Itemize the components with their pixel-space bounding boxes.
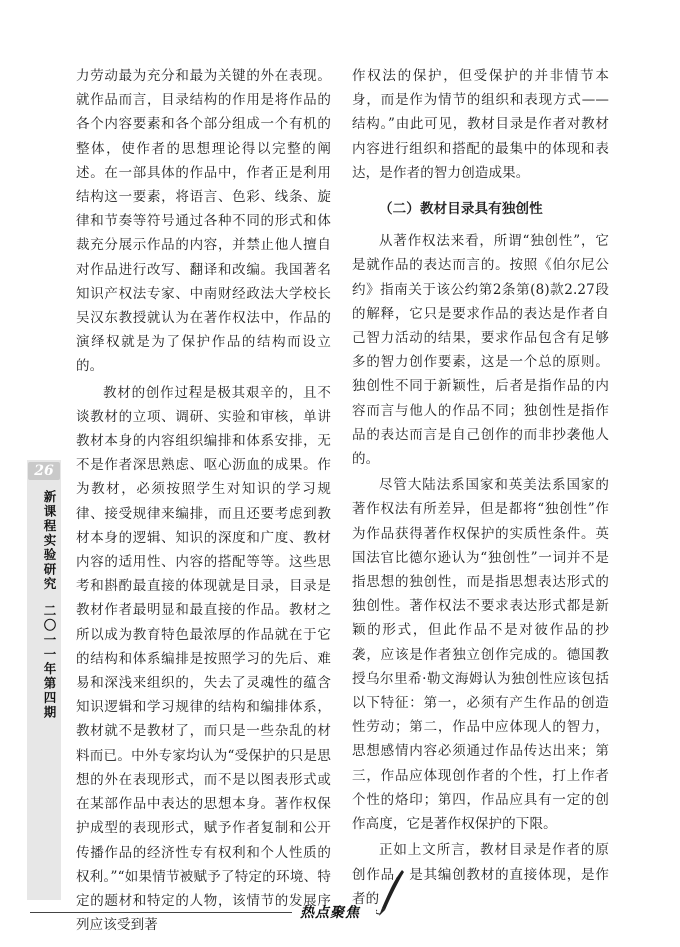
journal-title: 新课程实验研究 [42,490,57,592]
left-paragraph-1: 力劳动最为充分和最为关键的外在表现。就作品而言，目录结构的作用是将作品的各个内容要素和各个部分组成一个有机的整体，使作者的思想理论得以完整的阐述。在一部具体的作品中，作者正是利用结构这一要素，将语言、色彩、线条、旋律和节奏等符号通过各种不同的形式和体裁充分展示作品的内容，并禁止他人擅自对作品进行改写、翻译和改编。我国著名知识产权法专家、中南财经政法大学校长吴汉东教授就认为在著作权法中，作品的演绎权就是为了保护作品的结构而设立的。 [76,68,331,375]
footer-rule [30,912,292,913]
journal-issue: 二〇一一年第四期 [42,604,57,721]
right-paragraph-1: 作权法的保护，但受保护的并非情节本身，而是作为情节的组织和表现方式——结构。”由此可见，教材目录是作者对教材内容进行组织和搭配的最集中的体现和表达，是作者的智力创造成果。 [352,68,609,181]
footer-section-label: 热点聚焦 [300,905,360,921]
left-column [76,64,331,937]
right-paragraph-2: 从著作权法来看，所谓“独创性”，它是就作品的表达而言的。按照《伯尔尼公约》指南关于该公约第2条第(8)款2.27段的解释，它只是要求作品的表达是作者自己智力活动的结果，要求作品包含有足够多的智力创作要素，这是一个总的原则。独创性不同于新颖性，后者是指作品的内容而言与他人的作品不同；独创性是指作品的表达而言是自己创作的而非抄袭他人的。 [352,233,609,468]
right-column [352,64,609,911]
journal-name-vertical [30,490,58,720]
pen-icon [376,868,406,918]
left-paragraph-2: 教材的创作过程是极其艰辛的，且不谈教材的立项、调研、实验和审核，单讲教材本身的内容组织编排和体系安排，无不是作者深思熟虑、呕心沥血的成果。作为教材，必须按照学生对知识的学习规律、接受规律来编排，而且还要考虑到教材本身的逻辑、知识的深度和广度、教材内容的适用性、内容的搭配等等。这些思考和斟酌最直接的体现就是目录，目录是教材作者最明显和最直接的作品。教材之所以成为教育特色最浓厚的作品就在于它的结构和体系编排是按照学习的先后、难易和深浅来组织的，失去了灵魂性的蕴含知识逻辑和学习规律的结构和编排体系，教材就不是教材了，而只是一些杂乱的材料而已。中外专家均认为“受保护的只是思想的外在表现形式，而不是以图表形式或在某部作品中表达的思想本身。著作权保护成型的表现形式，赋予作者复制和公开传播作品的经济性专有权利和个人性质的权利。”“如果情节被赋予了特定的环境、特定的题材和特定的人物，该情节的发展序列应该受到著 [76,384,331,934]
section-heading: （二）教材目录具有独创性 [379,201,543,218]
page-number: 26 [28,462,60,480]
right-paragraph-4: 正如上文所言，教材目录是作者的原创作品，是其编创教材的直接体现，是作者的 [352,842,609,907]
right-paragraph-3: 尽管大陆法系国家和英美法系国家的著作权法有所差异，但是都将“独创性”作为作品获得著作权保护的实质性条件。英国法官比德尔逊认为“独创性”一词并不是指思想的独创性，而是指思想表达形式的独创性。著作权法不要求表达形式都是新颖的形式，但此作品不是对彼作品的抄袭，应该是作者独立创作完成的。德国教授乌尔里希·勒文海姆认为独创性应该包括以下特征：第一，必须有产生作品的创造性劳动；第二，作品中应体现人的智力，思想感情内容必须通过作品传达出来；第三，作品应体现创作者的个性，打上作者个性的烙印；第四，作品应具有一定的创作高度，它是著作权保护的下限。 [352,477,609,833]
